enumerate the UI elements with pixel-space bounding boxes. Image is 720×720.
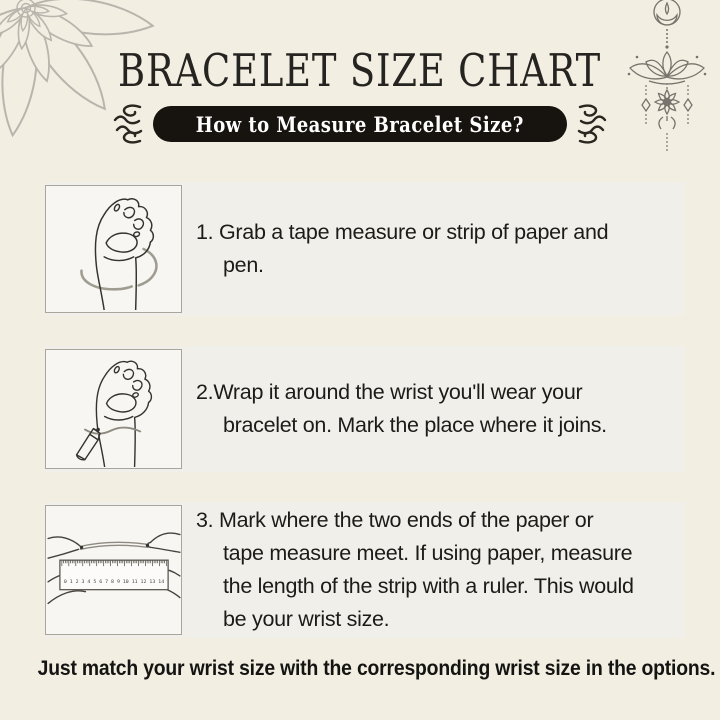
step-line: the length of the strip with a ruler. This would (223, 574, 634, 598)
badge-label: How to Measure Bracelet Size? (195, 111, 525, 137)
badge (153, 106, 566, 142)
page-title-text: BRACELET SIZE CHART (118, 44, 602, 97)
footer-note-text: Just match your wrist size with the corresponding wrist size in the options. (37, 656, 716, 680)
step-line: 3. Mark where the two ends of the paper or (196, 508, 594, 532)
step-row-2 (45, 346, 685, 472)
curly-flourish-right-icon (574, 101, 608, 147)
step-illustration-box (45, 185, 182, 313)
fist-hand-tape-icon (47, 188, 181, 310)
steps-list (45, 182, 685, 668)
step-illustration-box (45, 349, 182, 469)
ruler-numbers: 0 1 2 3 4 5 6 7 8 9 10 11 12 13 14 (63, 579, 164, 585)
step-line: tape measure meet. If using paper, measure (223, 541, 633, 565)
badge-row (0, 104, 720, 144)
step-illustration-box (45, 505, 182, 635)
step-text (196, 502, 634, 638)
hands-holding-ruler-icon (47, 509, 181, 631)
step-row-3 (45, 502, 685, 638)
step-text (196, 182, 608, 316)
step-line: 1. Grab a tape measure or strip of paper and (196, 220, 609, 244)
step-line: bracelet on. Mark the place where it joins. (223, 413, 607, 437)
curly-flourish-left-icon (112, 101, 146, 147)
step-line: pen. (223, 253, 264, 277)
footer-note (0, 652, 720, 684)
fist-hand-pen-icon (47, 351, 181, 467)
step-text (196, 346, 607, 472)
step-line: 2.Wrap it around the wrist you'll wear your (196, 380, 583, 404)
step-row-1 (45, 182, 685, 316)
page-title (0, 44, 720, 98)
step-line: be your wrist size. (223, 607, 390, 631)
